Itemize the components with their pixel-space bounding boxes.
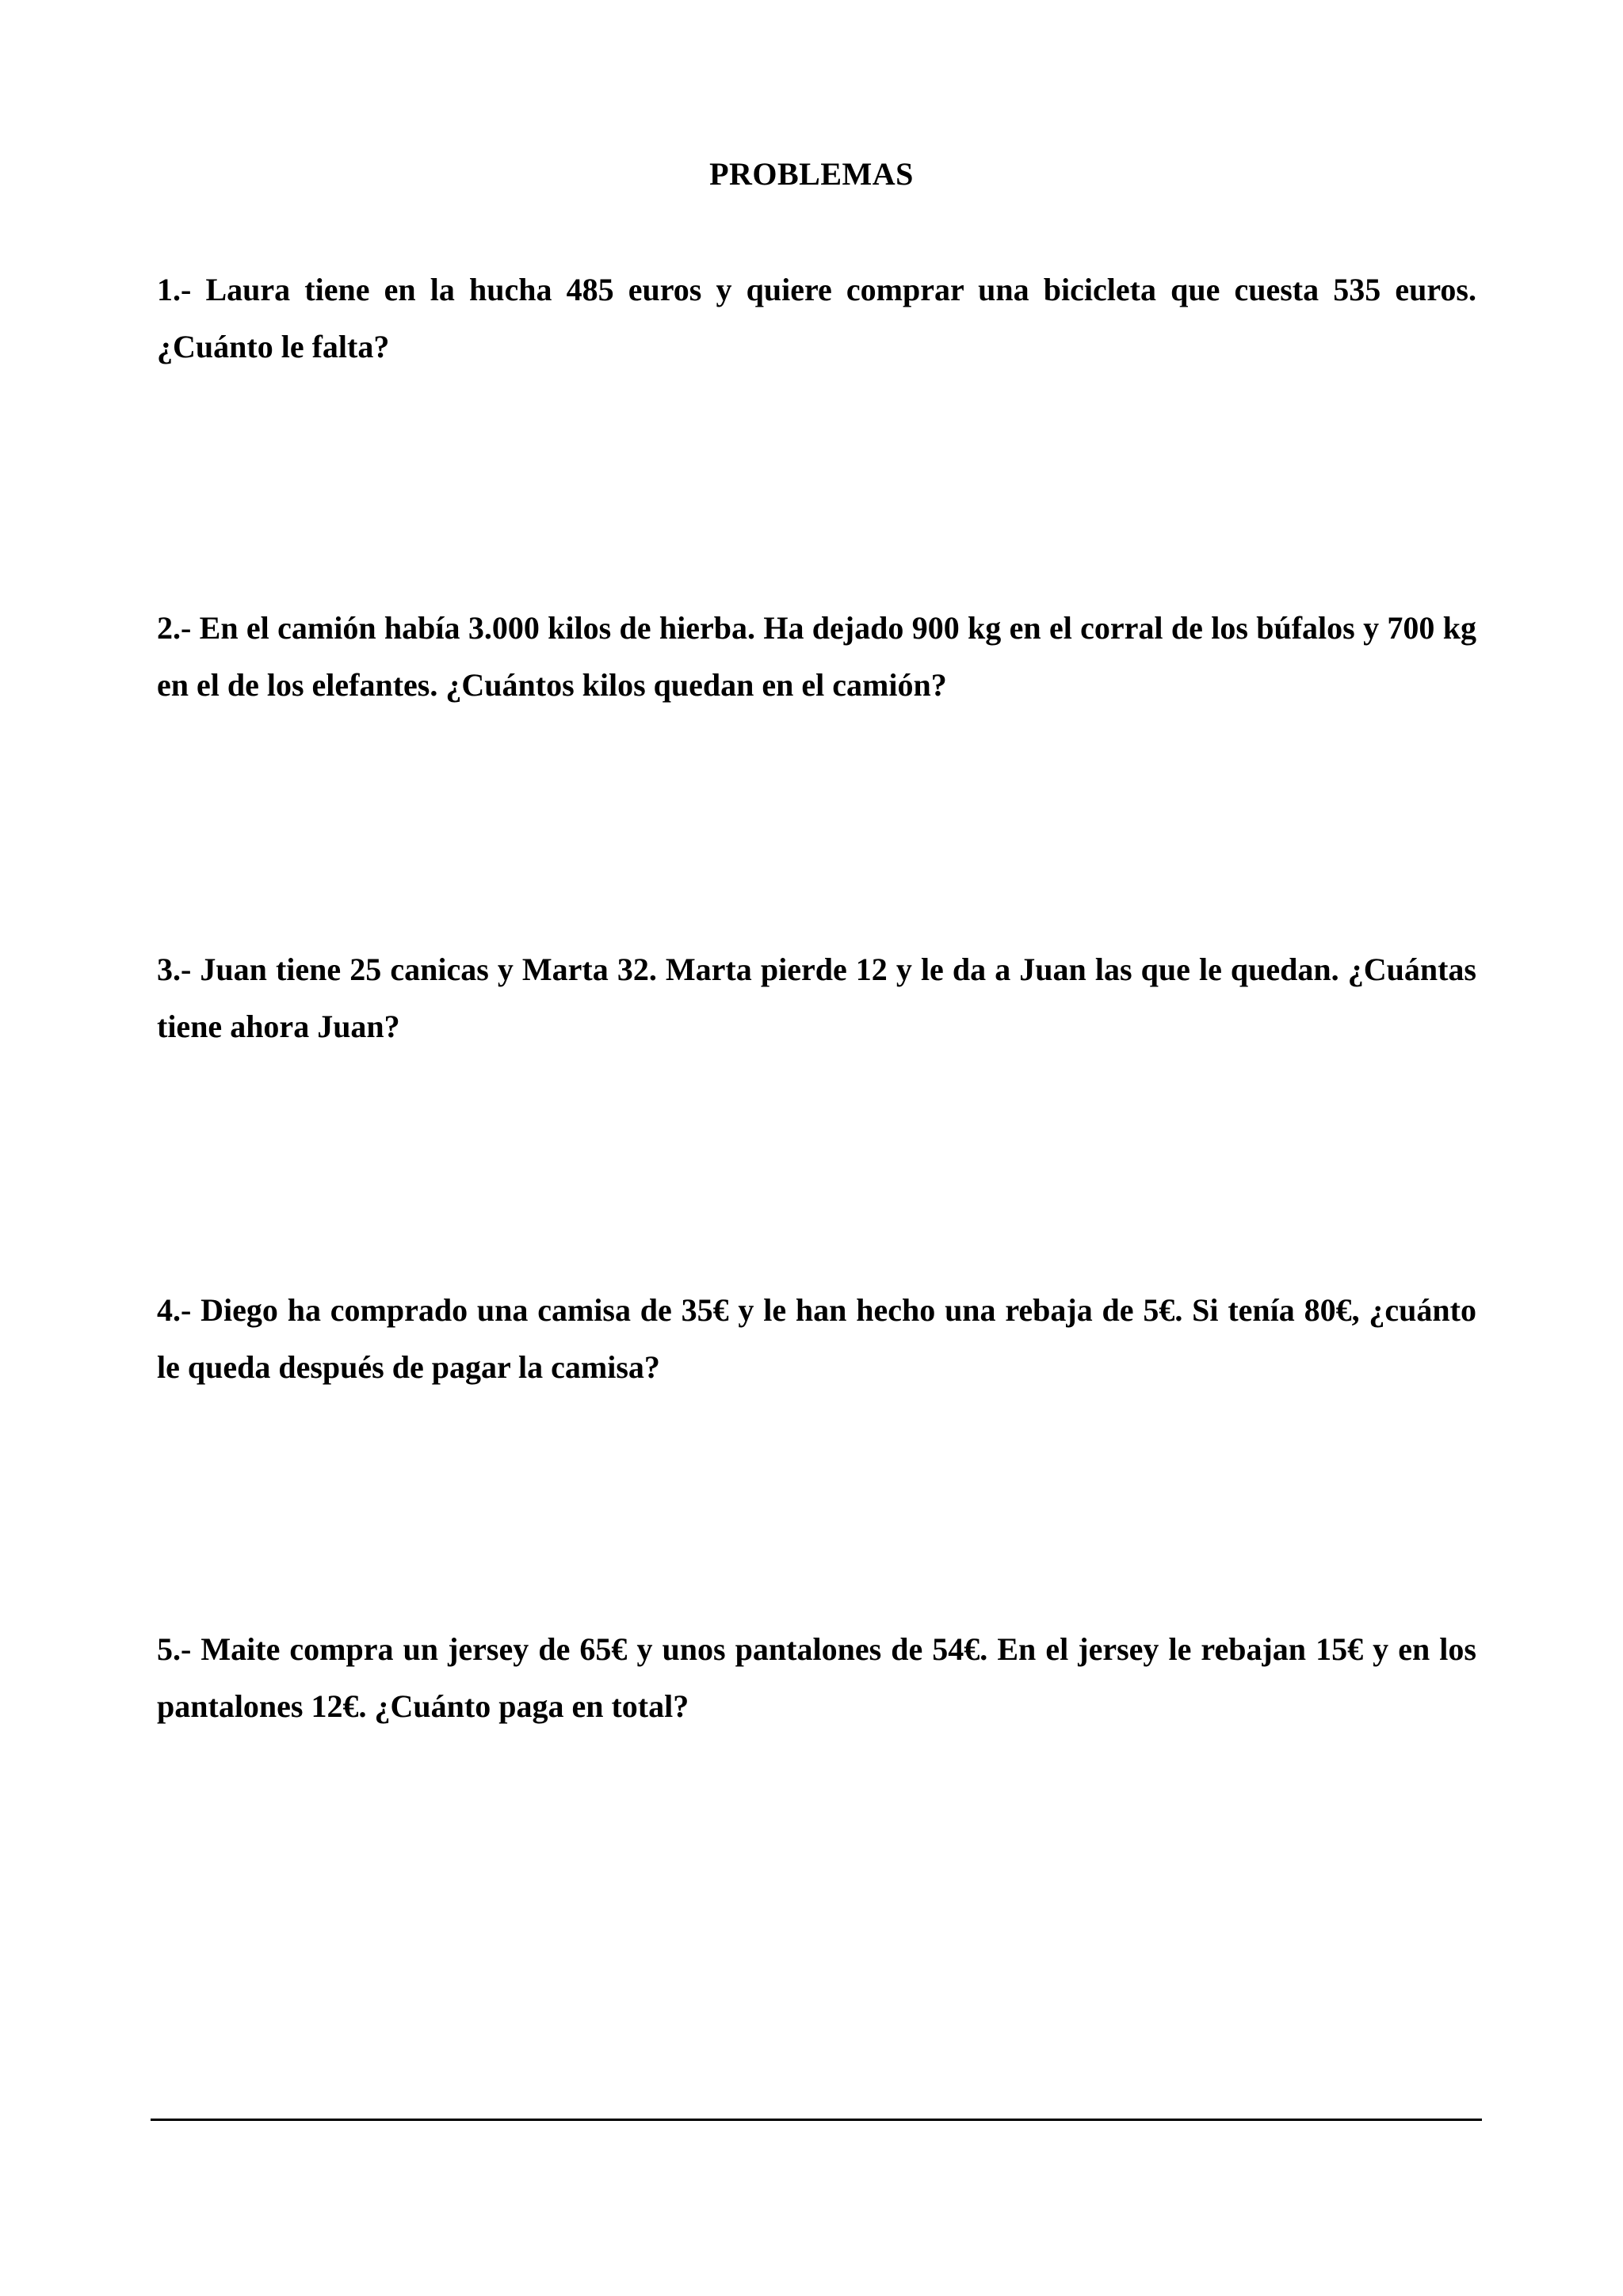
problem-5: 5.- Maite compra un jersey de 65€ y unos pantalones de 54€. En el jersey le rebajan 15€ y en los pantalones 12€. ¿Cuánto paga en total? — [157, 1631, 1476, 1724]
problem-2: 2.- En el camión había 3.000 kilos de hierba. Ha dejado 900 kg en el corral de los búfalos y 700 kg en el de los elefantes. ¿Cuántos kilos quedan en el camión? — [157, 610, 1476, 703]
problem-1: 1.- Laura tiene en la hucha 485 euros y quiere comprar una bicicleta que cuesta 535 euros. ¿Cuánto le falta? — [157, 272, 1476, 364]
page-title: PROBLEMAS — [709, 156, 914, 192]
problem-4: 4.- Diego ha comprado una camisa de 35€ y le han hecho una rebaja de 5€. Si tenía 80€, ¿cuánto le queda después de pagar la camisa? — [157, 1292, 1476, 1385]
footer-divider — [151, 2119, 1482, 2121]
problem-3: 3.- Juan tiene 25 canicas y Marta 32. Marta pierde 12 y le da a Juan las que le quedan. ¿Cuántas tiene ahora Juan? — [157, 952, 1476, 1044]
